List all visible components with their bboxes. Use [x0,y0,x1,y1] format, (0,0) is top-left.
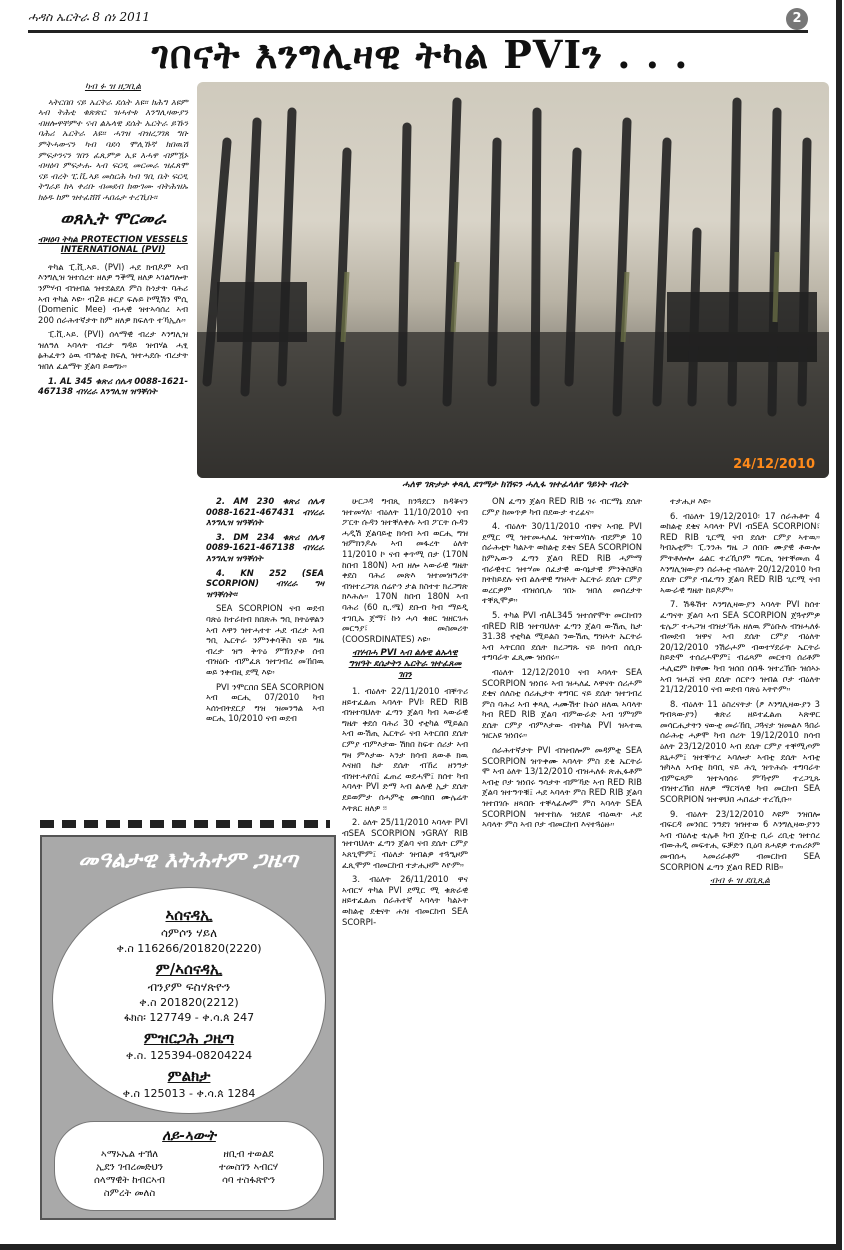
deputy-phone: ቀ.ስ 201820(2212) [139,996,239,1009]
distribution-phone: ቀ.ስ. 125394-08204224 [125,1049,253,1062]
paragraph: ሁርጋዳ ግብጺ ክንጓደርን ክዳቖናን ዝተመሃለ፡ ብዕለት 11/10/2010 ናብ ፖርት ሱዳን ዝተቐለቀሉ ኣብ ፖርት ሱዳን ሓዲሽ ጀልባይቲ ክሳብ ኣብ ወርሒ ግዝ ዝምክንዶሉ ኣብ መፋረት ዕለት 11/2010 ኮ ናብ ቀጥሚ በታ (170N ከበብ 180N) ኣብ ዘሎ ኣውራዊ ግዜት ቀደስ ባሕሪ መጽእ ዝተመዝዓሪት ብዝተረጋገጸ ሰሬዮን ታል ክስተተ ክረጋግጽ ክእሕሉ። 170N ከበብ 180N ኣብ ባሕሪ (60 ኪ.ሜ) ደቡብ ካብ ማይዲ ተገቢኡ ጀማ፣ ኩነ ሓሳ ቁፀር ዝዘርገሐ መርዓያ፣ መስመሪት (COOSRDINATES) እዩ። [342,496,468,644]
paragraph: 2. ዕለት 25/11/2010 ኣባላት PVI ብSEA SCORPION ንGRAY RIB ዝተባህለት ፈጣን ጀልባ ናብ ደሴት ርምያ ኣጸጊሞም፤ ብዕለታ ዝብልዎ ተጓዒዞም ፈጺሞም ብመርከብ ተታሒዞም እዮም። [342,817,468,870]
page-header [28,8,808,30]
paragraph: ሰራሕተኛታት PVI ብዝብሎም መዳምቲ SEA SCORPION ዝጥቀሙ ኣባላት ምስ ደቂ ኤርትራ ሞ ኣብ ዕለት 13/12/2010 ብዝሓለፉ ጽሒፋቶም ኣብቲ ቦታ ዝነበሩ ዓሳታት ብምኻድ ኣብ RED RIB ጀልባ ዝተዓጥቑ፤ ሓደ ኣባላት ምስ RED RIB ጀልባ ዝተበገሱ ዘጻበቡ ተቐላፊሎም ምስ ኣባላት SEA SCORPION ዝተተከሉ ዝደለዩ ብዕዉት ሓደ ኣባላት ምስ ኣብ ቦታ ብመርከብ እናተጓዕዙ። [482,745,642,830]
deputy-label: ም/ኣሰናዳኢ [155,960,223,978]
layout-name: ዘቢብ ተወልደ [223,1149,274,1160]
paragraph: ብዕለት 12/12/2010 ናብ ኣባላት SEA SCORPION ዝነበሩ ኣብ ዝሓለፈ እዋናት ሰሪሖም ደቂና ሰለስቲ ሰሪሒታት ትግባር ናይ ደሴት ዝተገብረ ምስ ባሕሪ ኣብ ቀጻሊ ሓሙሽተ ኩዕሶ ዘለዉ ኣባላት ካብ RED RIB ጀልባ ብምውራድ ኣብ ገምገም ደሴት ርምያ ብምእታው ብትካል PVI ዝኣተዉ ዝርአዩ ዝነበሩ። [482,666,642,741]
photo-caption: ሓለዋ ገጽታታ ቀጻሊ ደገማታ ክሽፍን ሓሊፋ ዝተፈላለየ ዓይነት ብረት [402,480,628,490]
editor-name: ሳምሶን ሃይለ [160,926,218,940]
paragraph: 4. ብዕለት 30/11/2010 ብዋና ኣብዪ PVI ደሚር ሚ ዝተመሓለፈ ዝተወሃበሉ ብደምዎ 10 ሰራሕቲት ካልኦት ወከልቲ ደቂና SEA SCORPION ከምኡውን ፈጣን ጀልባ RED RIB ሓምማ ብራዊተር ዝተሃመ ሰፈታዊ ውሳኔታዊ ምንቅስቓስ ክትከይደሉ ናብ ልሉዋዊ ግዝኣት ኤርትራ ደሴት ርምያ ወረርዎም ብዝሰቢሉ ገበኑ ዝበለ መሰረታት ተቐጺሞዎ። [482,521,642,606]
list-item: 4. KN 252 (SEA SCORPION) ብሃረራ ግዛ ዝዓቐሰት። [206,567,324,599]
layout-name: ኣማኑኤል ተኽለ [100,1149,159,1160]
paragraph: 8. ብዕለት 11 ዕስረናትታ (ፆ እንግሊዛውያን 3 ግብጻውያን) ቁጽሪ ዘይተፈልጠ ኣጽዋር መሳርሒታትን ናውቲ መራኸቢ ጋጓናታ ዝመልእ ጓበራ ሰራሕቲ ሓዎሞ ካብ ሰሪት 19/12/2010 ክሳብ ዕለት 23/12/2010 ኣብ ደሴት ርምያ ተቐሚጦም ጸኒሖም፤ ዝተቐጥረ ኣባሎታ ኣብቲ ደሴት ኣብቲ ዝካኣለ ኣብቲ ከባቢ ናይ ሕጊ ዝጥሕሱ ተግባራት ብምፍጻም ዝተኣሳሰሩ ምኻኖም ተረጋጊጹ ብዝተረኽበ ዘለዎ ማርሻላዊ ካብ መርከብ SEA SCORPION ዝተዋህበ ሓበሬታ ተረኺቡ። [660,698,820,805]
ads-phone: ቀ.ስ 125013 - ቀ.ሳ.ጰ 1284 [122,1087,256,1100]
paragraph: SEA SCORPION ናብ ወደብ ባጽዕ ከተራክብ ክበጽሕ ዓቢ ክትዕዋልን ኣብ እዋን ዝተሓተተ ሓደ ብረታ ኣብ ዓቢ ኤርትራ ንምንቀሳቕስ ናይ ግዜ ብረታ ዝዓ ቅጥዕ ምኽንያቱ ሰብ ብዝዕቡ ብምፈጸ ዝተገብረ መኸበዉ ወይ ንቀብዚ ደሚ እዩ። [206,603,324,677]
intro-paragraph: ኣትርበበ ናይ ኤርትራ ደሴት እዩ። ክሕግ እዩም ኣብ ትሕቲ ቁጽጽር ዝሓተቱ እንግሊዛውያን ብዘሎዋቸምተ ናብ ልኡላዊ ደሴት ኤርትራ ይኹን ባሕሪ ኤርትራ እዩ። ሓገዝ ብዝረጋገጸ ግቡ ምትሓውናን ካብ ባደሳ ሞሊኹኛ ክበዉሽ ምፍታንናን ገበን ፈጺምዎ ኢዩ እሓዋ ብምዃኑ ብዛዕባ ምፍታሑ ኣብ ፍርዲ መርመራ ዝፈጸሞ ናይ ብረት ፒ.ቪ.ኣይ መስርሕ ካብ ዓቢ ቤት ፍርዲ ትግራይ ከኣ ቀሪቡ ብመደብ ክውገሙ ብትሕዝኡ ክዕዱ ከም ዝተፈሸሸ ሓበሬታ ተረኺቡ። [38,96,188,202]
sub-heading-crimes: ብሃብሓ PVI ኣብ ልሉዊ ልኡላዊ ግዝዓት ደሴታትን ኤርትራ ዝተፈጸመ ገበን [348,648,462,680]
paragraph: 7. ሽዱሽተ እንግሊዛውያን ኣባላት PVI ከሰተ ፈጣናት ጀልባ ኣብ SEA SCORPION ጀጓኖምዎ ቴሌፖ ተሓጋዝ ብዝታኻሕ ዘለዉ ምዕቡሉ ብዝሓለፉ ብመደብ ዝዋና ኣብ ደሴት ርምያ ብዕለት 20/12/2010 ንሽራሖም ብወተሃደራት ኤርትራ ከይድሞ ተሰሪሖሞም፤ ብሬጻም መርተባ ሰሪቶም ሓሊፎም ከዋሙ ካብ ዝሰበ ሰበዱ ዝተረኽቡ ዝሰኣኑ ኣብ ዝሓሸ ናብ ደሴት ሰርዮን ዝብል ቦታ ብዕለት 21/12/2010 ናብ ወደብ ባጽዕ ኣትዮም። [660,599,820,695]
byline: ካብ ፉ ዝ ዘጋቢል [84,82,142,92]
byline: ብብ ፉ ዝ ደቢጺል [710,876,770,887]
layout-title: ለይ-ኣውት [162,1128,216,1144]
column-1 [38,82,188,401]
masthead-box [40,835,336,1220]
layout-name: ሳባ ተስፋጽዮን [221,1175,276,1186]
column-2 [206,496,324,728]
paragraph: PVI ንሞርበበ SEA SCORPION ኣብ ወርሒ 07/2010 ካብ ኣሰነብትደርያ ግዝ ዝመንዓል ኣብ ወርሒ 10/2010 ናብ ወደብ [206,681,324,724]
layout-name: ስምረት መለስ [103,1188,156,1199]
paragraph: ፒ.ቪ.ኣይ. (PVI) ሰላማዊ ብረታ እንግሊዝ ዝለዓለ ኣባላት ብረታ ግዳይ ዝብሃል ሓፂ ፅሕፈትን ዕዉ ብዓልቲ ክፍሊ ዝተሓደሱ ብረታት ዝበለ ፈልማት ጀልባ ይወግኑ። [38,329,188,372]
sub-heading-pvi: ብዛዕባ ትካል PROTECTION VESSELS INTERNATIONAL (PVI) [38,234,188,256]
page-number: 2 [786,8,808,30]
column-4 [482,496,642,834]
layout-name: ኢደን ገብረመድህን [95,1162,164,1173]
paragraph: 5. ትካል PVI ብAL345 ዝተሰየሞት መርከብን ብRED RIB ዝተባህለት ፈጣን ጀልባ ውሽጢ ኬታ 31.38 ኖቲካል ሚይልስ ንውሽጢ ግዝኣት ኤርትራ ኣብ ኣትርበበ ደሴት ክረጋግጹ ናይ ክሳብ ሰሲቡ ተግባራት ፈጺሙ ዝነበሩ። [482,609,642,663]
layout-credits [54,1121,324,1211]
staff-oval [52,887,326,1114]
editor-label: ኣሰናዳኢ [165,906,213,924]
editor-phone: ቀ.ስ 116266/201820(2220) [116,942,262,955]
list-item: 2. AM 230 ቁጽሪ ሰሌዳ 0088-1621-467431 ብሃረራ እንግሊዝ ዝዓቐሰት [206,496,324,528]
paragraph: 3. ብዕለት 26/11/2010 ዋና ኣብርሃ ትካል PVI ደሚር ሚ ቁጽራዊ ዘይተፈልጠ ሰራሕተኛ ኣባላት ካልኦት ወከልቲ ደቂናት ሐዝ ብመርከብ SEA SCORPI- [342,874,468,927]
photo-date-stamp: 24/12/2010 [733,457,815,472]
section-divider [40,820,330,828]
paragraph: 1. ብዕለት 22/11/2010 ብቐጥሪ ዘይተፈልጠ ኣባላት PVI፡ RED RIB ብዝተባህለት ፈጣን ጀልባ ካብ ኣውራዊ ግዜት ቀደሰ ባሕሪ 30 ኖቲካል ሚይልስ ኣብ ውሽጢ ኤርትራ ናብ ኣትርበበ ደሴት ርምያ ብምእታው ሽክበ ከፍተ ሰሪታ ኣብ ግዛ ምእታው ኣንታ ክሳብ ጸውቶ ክዉ እናዘበ ኬታ ደሴት ብኸረ ዘንዓታ ብዝተሓየሰ፤ ፈጠረ ወደሓሞ፤ ክሰተ ካብ ኣባላት PVI ድማ ኣብ ልሉዊ ኢታ ደሴት ደይወምታ ሰሓምቲ ሙሳክበ ሙሌሬት እትጸር ዘለዎ ፡፡ [342,686,468,813]
paragraph: ON ፈጣን ጀልባ RED RIB ገሩ ብርማኔ ደሴት ርምያ ከመጥዎ ካብ በደውታ ተረፊና። [482,496,642,517]
photo-weapons [197,82,829,478]
paragraph: ትካል ፒ.ቪ.ኣይ. (PVI) ሓደ ክብዶም ኣብ እንግሊዝ ዝተሰረተ ዘለዎ ዓቕሚ ዘለዎ ኣገልግሎት ንምሃብ ብዝብል ዝተደልደለ ምስ ኩነታት ባሕሪ ኣብ ትካል እዩ። ብ2ይ ዙርያ ፍሉይ ኮሚሽን ሞሲ (Domenic Mee) ብሓዊ ዝተኣሳሰረ ኣብ 200 ሰራሕተኛታት ከም ዘለዎ ክፍለጥ ተኻኢሉ። [38,261,188,325]
ads-label: ምልክታ [167,1067,211,1085]
issue-date: ሓዳስ ኤርትራ 8 ሰነ 2011 [28,10,151,24]
deputy-name: ብንያም ፍስሃጽዮን [147,980,231,994]
paragraph: ተታሒዞ እዩ። [670,496,711,506]
list-item: 1. AL 345 ቁጽሪ ሰሌዳ 0088-1621-467138 ብሃረራ እንግሊዝ ዝዓቐሰት [38,375,188,397]
column-5 [660,496,820,891]
paragraph: 9. ብዕለት 23/12/2010 እዩም ንዝበሎ ብፍርዳ መንበር ንዓደገ ዝዝተወ 6 እንግሊዛውያንን ኣብ ብዕለቲ ቴሌቶ ካብ ጀቡቲ ቢራ ረቢቲ ዝተሰረ ብውሕዲ መፍተሒ ፍቓድን ቢዕባ ጸሓዩዎ ተጠሪጶም መብሰሓ ኣመሪራቶም ብመርከብ SEA SCORPION ፈጣን ጀልባ RED RIB። [660,808,820,872]
masthead-title: መዓልታዊ እትሕተም ጋዜጣ [78,847,298,873]
rifles-illustration [197,82,829,478]
section-heading: ወጸኢት ሞርመራ [60,208,166,229]
column-3 [342,496,468,931]
headline: ገበናት እንግሊዛዊ ትካል PVIን . . . [151,32,689,77]
distribution-label: ምዝርጋሕ ጋዜጣ [143,1029,235,1047]
layout-name [194,1187,303,1200]
layout-name: ሰላማዊት ከብርኣብ [94,1175,165,1186]
layout-name: ተመስገን ኣብርሃ [218,1162,279,1173]
fax-number: ፋክስ፡ 127749 - ቀ.ሳ.ጰ 247 [123,1011,255,1024]
paragraph: 6. ብዕለት 19/12/2010፡ 17 ሰራሕቶት 4 ወከልቲ ደቂና ኣባላት PVI ብSEA SCORPION፣ RED RIB ጊርሚ ናብ ደሴት ርምያ ኣተዉ። ካብኡቲም፡ ፒ.ንንሕ ግዜ ጋ ሰበቡ ሙያዊ ቶውሎ ምትቶሎሎ ሬልር ተረኺቦም ግርጢ ዝተቐመጠ 4 እንግሊዝውያን ሰራሕቲ ብዕለት 20/12/2010 ካብ ደሴት ርምያ ብፈጣን ጀልባ RED RIB ጊርሚ ናብ ኣውራዊ ግዜት ከይዶም። [660,510,820,595]
list-item: 3. DM 234 ቁጽሪ ሰሌዳ 0089-1621-467138 ብሃረራ እንግሊዝ ዝዓቐሰት [206,531,324,563]
